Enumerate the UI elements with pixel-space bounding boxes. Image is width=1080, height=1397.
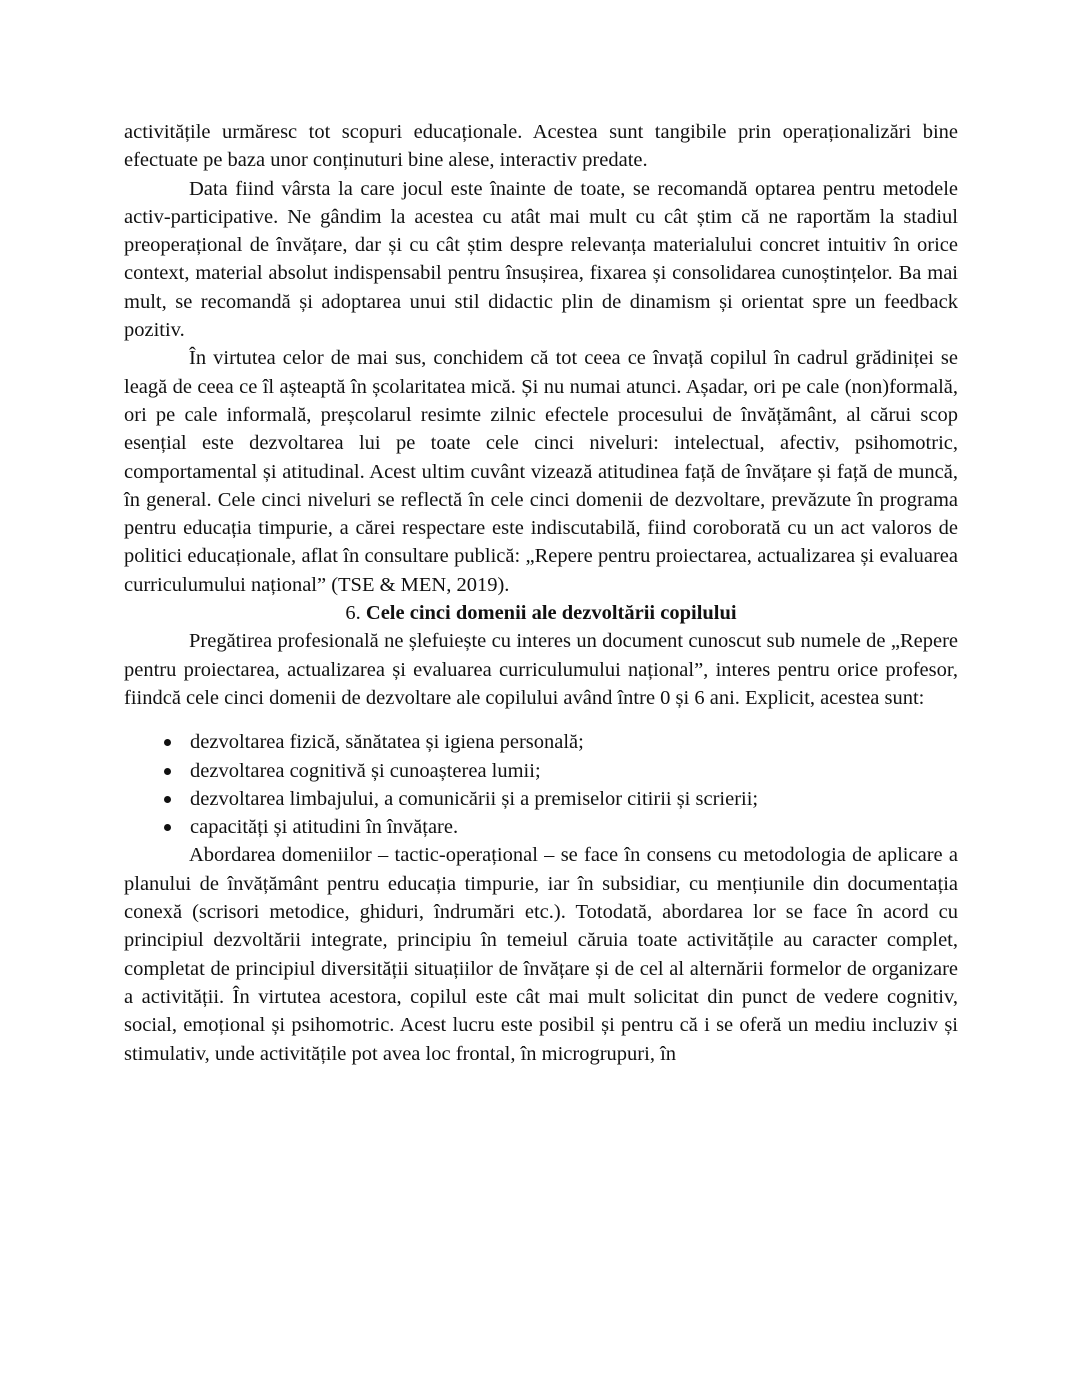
paragraph-cinci-niveluri: În virtutea celor de mai sus, conchidem că tot ceea ce învață copilul în cadrul grădiniței se leagă de ceea ce îl așteaptă în școlaritatea mică. Și nu numai atunci. Așadar, ori pe cale (non)formală, ori pe cale informală, preșcolarul resimte zilnic efectele procesului de învățământ, al cărui scop esențial este dezvoltarea lui pe toate cele cinci niveluri: intelectual, afectiv, psihomotric, comportamental și atitudinal. Acest ultim cuvânt vizează atitudinea față de învățare și față de muncă, în general. Cele cinci niveluri se reflectă în cele cinci domenii de dezvoltare, prevăzute în programa pentru educația timpurie, a cărei respectare este indiscutabilă, fiind coroborată cu un act valoros de politici educaționale, aflat în consultare publică: „Repere pentru proiectarea, actualizarea și evaluarea curriculumului național” (TSE & MEN, 2019). [124,347,958,596]
section-number: 6. [345,602,361,625]
list-item [124,813,958,841]
bullet-icon [164,768,171,775]
bullet-icon [164,796,171,803]
list-item [124,785,958,813]
bullet-icon [164,739,171,746]
list-item-label: dezvoltarea fizică, sănătatea și igiena personală; [190,731,584,754]
paragraph-pregatirea-profesionala: Pregătirea profesională ne șlefuiește cu interes un document cunoscut sub numele de „Repere pentru proiectarea, actualizarea și evaluarea curriculumului național”, interes pentru orice profesor, fiindcă cele cinci domenii de dezvoltare ale copilului având între 0 și 6 ani. Explicit, acestea sunt: [124,630,958,709]
bullet-icon [164,824,171,831]
domains-bullet-list [124,728,958,841]
list-item [124,728,958,756]
page-content [124,118,958,1068]
section-title: Cele cinci domenii ale dezvoltării copilului [365,602,737,625]
list-item-label: dezvoltarea cognitivă și cunoașterea lumii; [190,759,541,782]
list-item-label: capacități și atitudini în învățare. [190,816,459,839]
section-heading [124,599,958,627]
list-item-label: dezvoltarea limbajului, a comunicării și a premiselor citirii și scrierii; [190,787,759,810]
list-item [124,757,958,785]
paragraph-abordarea-domeniilor: Abordarea domeniilor – tactic‑operațional – se face în consens cu metodologia de aplicare a planului de învățământ pentru educația timpurie, iar în subsidiar, cu mențiunile din documentația conexă (scrisori metodice, ghiduri, îndrumări etc.). Totodată, abordarea lor se face în acord cu principiul dezvoltării integrate, principiu în temeiul căruia toate activitățile au caracter complet, completat de principiul diversității situațiilor de învățare și de cel al alternării formelor de organizare a activității. În virtutea acestora, copilul este cât mai mult solicitat din punct de vedere cognitiv, social, emoțional și psihomotric. Acest lucru este posibil și pentru că i se oferă un mediu incluziv și stimulativ, unde activitățile pot avea loc frontal, în microgrupuri, în [124,844,958,1065]
paragraph-metode-activ-participative: Data fiind vârsta la care jocul este înainte de toate, se recomandă optarea pentru metodele activ-participative. Ne gândim la acestea cu atât mai mult cu cât știm că ne raportăm la stadiul preoperațional de învățare, dar și cu cât știm despre relevanța materialului concret intuitiv în orice context, material absolut indispensabil pentru însușirea, fixarea și consolidarea cunoștințelor. Ba mai mult, se recomandă și adoptarea unui stil didactic plin de dinamism și orientat spre un feedback pozitiv. [124,177,958,342]
paragraph-continuation: activitățile urmăresc tot scopuri educaționale. Acestea sunt tangibile prin operaționalizări bine efectuate pe baza unor conținuturi bine alese, interactiv predate. [124,121,958,172]
